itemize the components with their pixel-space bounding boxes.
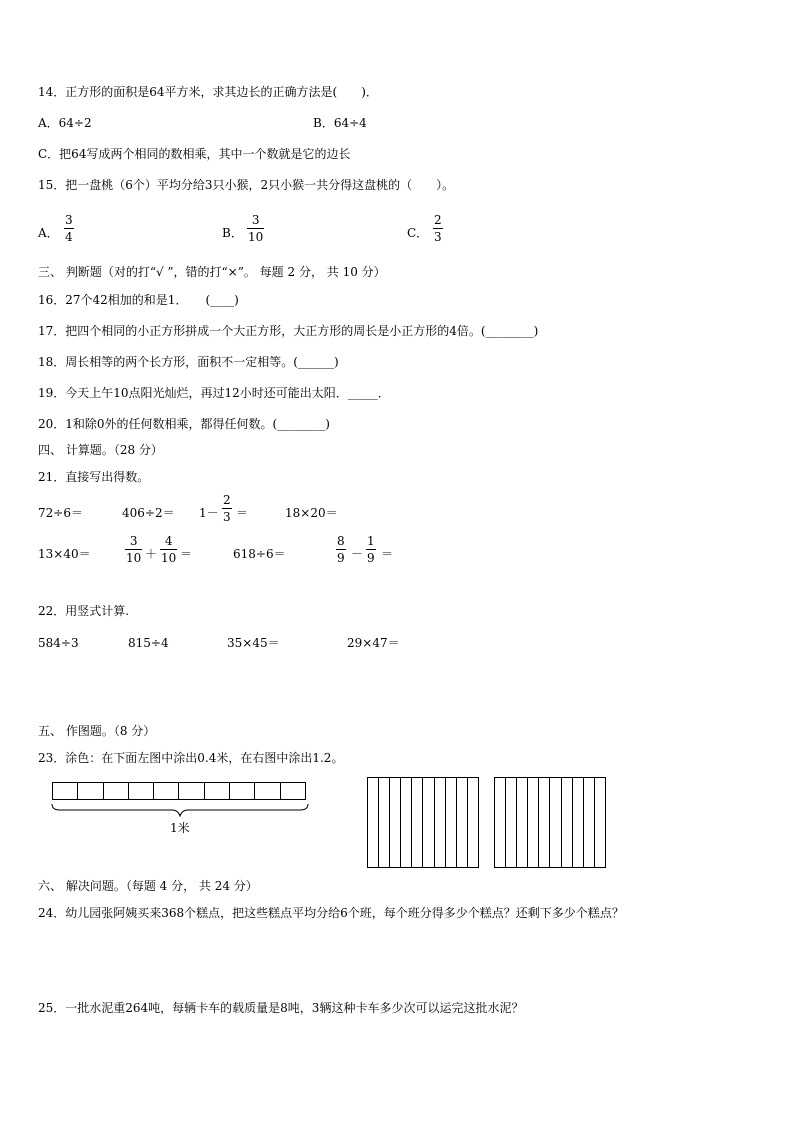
grid-column[interactable] [584, 778, 595, 867]
section-5-heading: 五、 作图题。（8 分） [38, 724, 156, 738]
q15-option-c-fraction [433, 213, 443, 244]
q21-expr-8-suffix: ＝ [381, 547, 394, 561]
q15-option-a-fraction [64, 213, 74, 244]
fraction-denominator: 10 [161, 551, 177, 565]
grid-left[interactable] [367, 777, 479, 868]
q21-expr-6-fraction-1 [125, 534, 142, 565]
fraction-numerator: 2 [223, 493, 231, 507]
grid-column[interactable] [573, 778, 584, 867]
fraction-denominator: 9 [367, 551, 375, 565]
q15-option-b-label: B． [222, 226, 243, 240]
fraction-numerator: 8 [337, 534, 345, 548]
grid-column[interactable] [446, 778, 457, 867]
q15-text: 15．把一盘桃（6个）平均分给3只小猴，2只小猴一共分得这盘桃的（ ）。 [38, 178, 455, 192]
meter-label: 1米 [170, 821, 190, 835]
fraction-numerator: 3 [129, 534, 138, 548]
q21-expr-8-operator: － [351, 547, 364, 561]
q21-expr-3-prefix: 1－ [199, 506, 219, 520]
grid-column[interactable] [517, 778, 528, 867]
q21-expr-6-operator: ＋ [145, 547, 158, 561]
meter-strip[interactable] [52, 782, 306, 800]
grid-right[interactable] [494, 777, 606, 868]
q16-text: 16．27个42相加的和是1． (____) [38, 293, 239, 307]
q21-title: 21．直接写出得数。 [38, 470, 150, 484]
q14-option-c: C．把64写成两个相同的数相乘，其中一个数就是它的边长 [38, 147, 351, 161]
q22-expr-4: 29×47＝ [347, 636, 400, 650]
q21-expr-8-fraction-1 [336, 534, 346, 565]
section-4-heading: 四、 计算题。（28 分） [38, 443, 163, 457]
grid-column[interactable] [539, 778, 550, 867]
q14-option-a: A．64÷2 [38, 116, 92, 130]
grid-column[interactable] [435, 778, 446, 867]
fraction-denominator: 9 [337, 551, 345, 565]
meter-strip-cell[interactable] [78, 783, 103, 799]
q15-option-b-fraction [247, 213, 264, 244]
grid-column[interactable] [468, 778, 478, 867]
q21-expr-3-suffix: ＝ [236, 506, 249, 520]
q14-option-b: B．64÷4 [313, 116, 367, 130]
q21-expr-5: 13×40＝ [38, 547, 91, 561]
fraction-numerator: 2 [434, 213, 442, 227]
q21-expr-6-suffix: ＝ [180, 547, 193, 561]
meter-strip-cell[interactable] [230, 783, 255, 799]
fraction-denominator: 10 [126, 551, 142, 565]
q22-title: 22．用竖式计算. [38, 604, 130, 618]
q20-text: 20．1和除0外的任何数相乘，都得任何数。(________) [38, 417, 330, 431]
grid-column[interactable] [495, 778, 506, 867]
meter-strip-cell[interactable] [255, 783, 280, 799]
fraction-numerator: 1 [367, 534, 375, 548]
section-6-heading: 六、 解决问题。（每题 4 分， 共 24 分） [38, 879, 258, 893]
grid-column[interactable] [401, 778, 412, 867]
fraction-denominator: 4 [65, 230, 73, 244]
meter-brace [50, 802, 310, 820]
grid-column[interactable] [379, 778, 390, 867]
q22-expr-1: 584÷3 [38, 636, 79, 650]
fraction-numerator: 3 [65, 213, 73, 227]
grid-column[interactable] [423, 778, 434, 867]
meter-strip-cell[interactable] [179, 783, 204, 799]
q14-text: 14．正方形的面积是64平方米，求其边长的正确方法是( )． [38, 85, 378, 99]
q21-expr-7: 618÷6＝ [233, 547, 286, 561]
fraction-numerator: 3 [251, 213, 260, 227]
grid-column[interactable] [390, 778, 401, 867]
q18-text: 18．周长相等的两个长方形，面积不一定相等。(______) [38, 355, 339, 369]
section-3-heading: 三、 判断题（对的打“√ ”，错的打“×”。 每题 2 分， 共 10 分） [38, 265, 386, 279]
meter-strip-cell[interactable] [281, 783, 305, 799]
grid-column[interactable] [368, 778, 379, 867]
grid-column[interactable] [562, 778, 573, 867]
grid-column[interactable] [457, 778, 468, 867]
meter-strip-cell[interactable] [205, 783, 230, 799]
q15-option-c-label: C． [407, 226, 429, 240]
fraction-denominator: 10 [248, 230, 264, 244]
q21-expr-3-fraction [222, 493, 232, 524]
grid-column[interactable] [595, 778, 605, 867]
q21-expr-6-fraction-2 [160, 534, 177, 565]
q22-expr-2: 815÷4 [128, 636, 169, 650]
grid-column[interactable] [528, 778, 539, 867]
grid-column[interactable] [506, 778, 517, 867]
grid-column[interactable] [550, 778, 561, 867]
fraction-numerator: 4 [164, 534, 173, 548]
meter-strip-cell[interactable] [53, 783, 78, 799]
q23-text: 23．涂色：在下面左图中涂出0.4米，在右图中涂出1.2。 [38, 751, 344, 765]
q24-text: 24．幼儿园张阿姨买来368个糕点，把这些糕点平均分给6个班，每个班分得多少个糕点？还剩下多少个糕点？ [38, 906, 624, 920]
meter-strip-cell[interactable] [154, 783, 179, 799]
q19-text: 19．今天上午10点阳光灿烂，再过12小时还可能出太阳．_____． [38, 386, 390, 400]
q22-expr-3: 35×45＝ [227, 636, 280, 650]
q15-option-a-label: A． [38, 226, 59, 240]
grid-column[interactable] [412, 778, 423, 867]
q21-expr-1: 72÷6＝ [38, 506, 83, 520]
fraction-denominator: 3 [434, 230, 442, 244]
q21-expr-2: 406÷2＝ [122, 506, 175, 520]
q17-text: 17．把四个相同的小正方形拼成一个大正方形，大正方形的周长是小正方形的4倍。(________) [38, 324, 539, 338]
fraction-denominator: 3 [223, 510, 231, 524]
q21-expr-8-fraction-2 [366, 534, 376, 565]
q25-text: 25．一批水泥重264吨，每辆卡车的载质量是8吨，3辆这种卡车多少次可以运完这批水泥？ [38, 1001, 524, 1015]
meter-strip-cell[interactable] [129, 783, 154, 799]
meter-strip-cell[interactable] [104, 783, 129, 799]
q21-expr-4: 18×20＝ [285, 506, 338, 520]
